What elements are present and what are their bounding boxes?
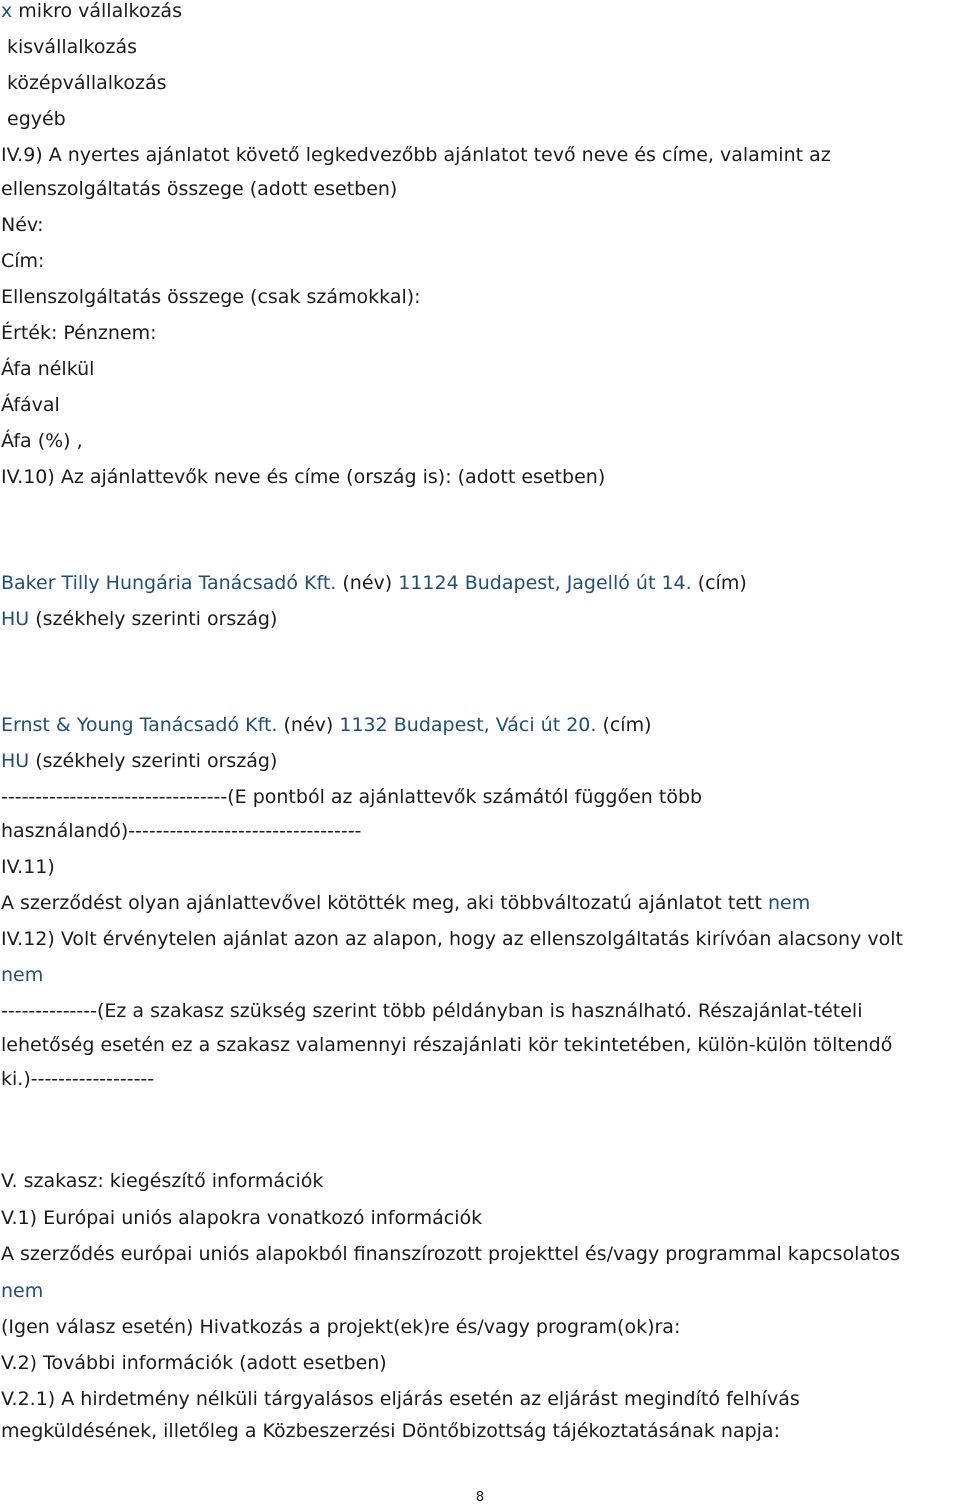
section-note-line2: lehetőség esetén ez a szakasz valamennyi részajánlati kör tekintetében, külön-külön töltendő <box>1 1034 893 1056</box>
bidder-1-name-tag: (név) <box>342 572 393 594</box>
iv11-text: A szerződést olyan ajánlattevővel kötötték meg, aki többváltozatú ajánlatot tett <box>1 892 762 914</box>
section-note-line3: ki.)------------------ <box>1 1068 155 1090</box>
bidder-1-line <box>1 572 747 594</box>
section-note-line1: --------------(Ez a szakasz szükség szerint több példányban is használható. Részajánlat-tételi <box>1 1000 863 1022</box>
iv12-answer: nem <box>1 964 44 986</box>
iv9-heading-line2: ellenszolgáltatás összege (adott esetben) <box>1 178 398 200</box>
iv11-line <box>1 892 810 914</box>
v21-line1: V.2.1) A hirdetmény nélküli tárgyalásos eljárás esetén az eljárást megindító felhívás <box>1 1388 800 1410</box>
iv11-heading: IV.11) <box>1 856 55 878</box>
iv9-vat-without: Áfa nélkül <box>1 358 95 380</box>
size-option-medium: középvállalkozás <box>7 72 167 94</box>
bidder-2-name-tag: (név) <box>283 714 334 736</box>
iv11-answer: nem <box>767 892 811 914</box>
bidder-2-country-tag: (székhely szerinti ország) <box>35 750 278 772</box>
iv9-vat-with: Áfával <box>1 394 60 416</box>
v1-heading: V.1) Európai uniós alapokra vonatkozó információk <box>1 1207 483 1229</box>
bidder-2-address: 1132 Budapest, Váci út 20. <box>339 714 597 736</box>
bidder-2-name: Ernst & Young Tanácsadó Kft. <box>1 714 278 736</box>
iv9-address-label: Cím: <box>1 250 45 272</box>
bidder-1-name: Baker Tilly Hungária Tanácsadó Kft. <box>1 572 337 594</box>
iv9-value-label: Érték: Pénznem: <box>1 322 157 344</box>
v1-text: A szerződés európai uniós alapokból finanszírozott projekttel és/vagy programmal kapcsolatos <box>1 1243 901 1265</box>
v21-line2: megküldésének, illetőleg a Közbeszerzési Döntőbizottság tájékoztatásának napja: <box>1 1420 780 1442</box>
selected-mark: x <box>1 0 13 22</box>
page-number: 8 <box>475 1490 485 1505</box>
iv10-note-line1: ---------------------------------(E pontból az ajánlattevők számától függően több <box>1 786 703 808</box>
section5-title: V. szakasz: kiegészítő információk <box>1 1170 324 1192</box>
bidder-1-address-tag: (cím) <box>697 572 747 594</box>
iv9-vat-percent: Áfa (%) , <box>1 430 83 452</box>
iv9-name-label: Név: <box>1 214 44 236</box>
size-option-other: egyéb <box>7 108 66 130</box>
bidder-2-country: HU <box>1 750 30 772</box>
bidder-1-country-tag: (székhely szerinti ország) <box>35 608 278 630</box>
bidder-1-address: 11124 Budapest, Jagelló út 14. <box>398 572 692 594</box>
bidder-1-country-line <box>1 608 277 630</box>
bidder-2-country-line <box>1 750 277 772</box>
size-option-micro: x mikro vállalkozás <box>1 0 182 22</box>
size-option-small: kisvállalkozás <box>7 36 138 58</box>
v2-heading: V.2) További információk (adott esetben) <box>1 1352 387 1374</box>
iv9-heading-line1: IV.9) A nyertes ajánlatot követő legkedvezőbb ajánlatot tevő neve és címe, valamint az <box>1 144 831 166</box>
iv10-note-line2: használandó)---------------------------------- <box>1 820 362 842</box>
iv9-amount-label: Ellenszolgáltatás összege (csak számokkal): <box>1 286 421 308</box>
bidder-1-country: HU <box>1 608 30 630</box>
bidder-2-address-tag: (cím) <box>602 714 652 736</box>
v1-reference: (Igen válasz esetén) Hivatkozás a projekt(ek)re és/vagy program(ok)ra: <box>1 1316 681 1338</box>
iv12-text: IV.12) Volt érvénytelen ajánlat azon az alapon, hogy az ellenszolgáltatás kirívóan alacsony volt <box>1 928 903 950</box>
iv10-heading: IV.10) Az ajánlattevők neve és címe (ország is): (adott esetben) <box>1 466 606 488</box>
bidder-2-line <box>1 714 652 736</box>
v1-answer: nem <box>1 1280 44 1302</box>
